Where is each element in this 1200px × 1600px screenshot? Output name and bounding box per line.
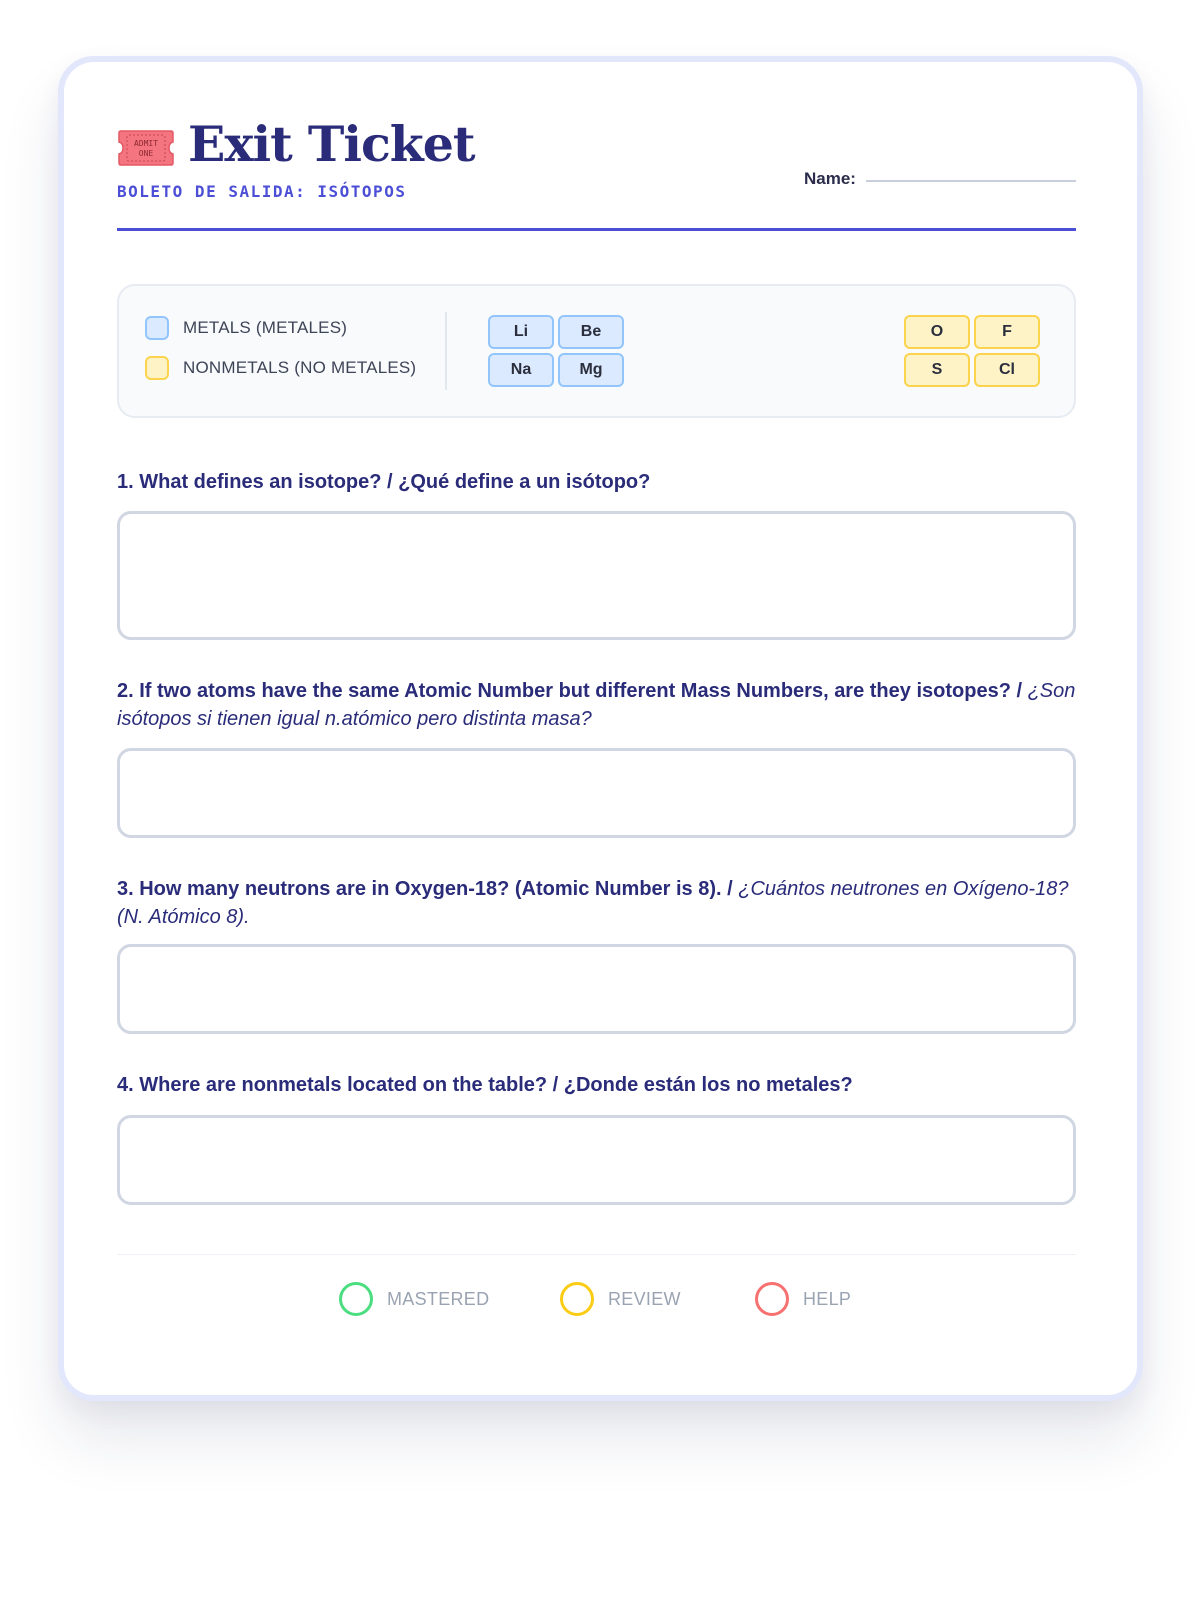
review-circle-icon[interactable] — [560, 1282, 594, 1316]
question-2-text: 2. If two atoms have the same Atomic Number but different Mass Numbers, are they isotopes? / — [117, 680, 1028, 702]
answer-box-4[interactable] — [117, 1115, 1076, 1205]
question-2-spanish: ¿Son isótopos si tienen igual n.atómico pero distinta masa? — [117, 680, 1076, 730]
ticket-icon-text-2: ONE — [138, 149, 154, 158]
element-tile-metal: Li — [488, 315, 554, 349]
legend-metals-label: METALS (METALES) — [183, 318, 348, 337]
status-review[interactable] — [560, 1282, 681, 1316]
status-help[interactable] — [755, 1282, 851, 1316]
ticket-icon-text-1: ADMIT — [133, 139, 159, 148]
question-3-text: 3. How many neutrons are in Oxygen-18? (Atomic Number is 8). / — [117, 878, 739, 900]
legend-nonmetals — [145, 356, 416, 380]
nonmetal-elements — [904, 315, 1040, 387]
question-4-text: 4. Where are nonmetals located on the table? / ¿Donde están los no metales? — [117, 1074, 853, 1096]
element-tile-nonmetal: O — [904, 315, 970, 349]
page-subtitle: BOLETO DE SALIDA: ISÓTOPOS — [117, 182, 407, 201]
name-label: Name: — [804, 169, 856, 188]
question-4 — [117, 1071, 1076, 1099]
exit-ticket-card — [58, 56, 1143, 1401]
page-title: Exit Ticket — [188, 115, 475, 173]
element-tile-metal: Mg — [558, 353, 624, 387]
question-1 — [117, 468, 1076, 496]
element-tile-nonmetal: S — [904, 353, 970, 387]
nonmetal-swatch — [145, 356, 169, 380]
legend-metals — [145, 316, 347, 340]
legend-divider — [445, 312, 447, 390]
metal-elements — [488, 315, 624, 387]
ticket-icon — [117, 129, 175, 167]
review-label: REVIEW — [608, 1288, 681, 1309]
answer-box-2[interactable] — [117, 748, 1076, 838]
mastered-label: MASTERED — [387, 1288, 490, 1309]
header-divider — [117, 228, 1076, 231]
name-field[interactable] — [866, 180, 1076, 182]
element-tile-nonmetal: F — [974, 315, 1040, 349]
question-1-text: 1. What defines an isotope? / ¿Qué define a un isótopo? — [117, 471, 651, 493]
legend-panel — [117, 284, 1076, 418]
element-tile-nonmetal: Cl — [974, 353, 1040, 387]
legend-nonmetals-label: NONMETALS (NO METALES) — [183, 358, 417, 377]
status-mastered[interactable] — [339, 1282, 489, 1316]
element-tile-metal: Be — [558, 315, 624, 349]
question-2 — [117, 677, 1076, 733]
help-circle-icon[interactable] — [755, 1282, 789, 1316]
mastered-circle-icon[interactable] — [339, 1282, 373, 1316]
question-3-spanish: ¿Cuántos neutrones en Oxígeno-18? (N. Atómico 8). — [117, 878, 1069, 928]
answer-box-3[interactable] — [117, 944, 1076, 1034]
answer-box-1[interactable] — [117, 511, 1076, 640]
question-3 — [117, 875, 1076, 931]
metal-swatch — [145, 316, 169, 340]
footer-divider — [117, 1254, 1076, 1255]
element-tile-metal: Na — [488, 353, 554, 387]
help-label: HELP — [803, 1288, 852, 1309]
